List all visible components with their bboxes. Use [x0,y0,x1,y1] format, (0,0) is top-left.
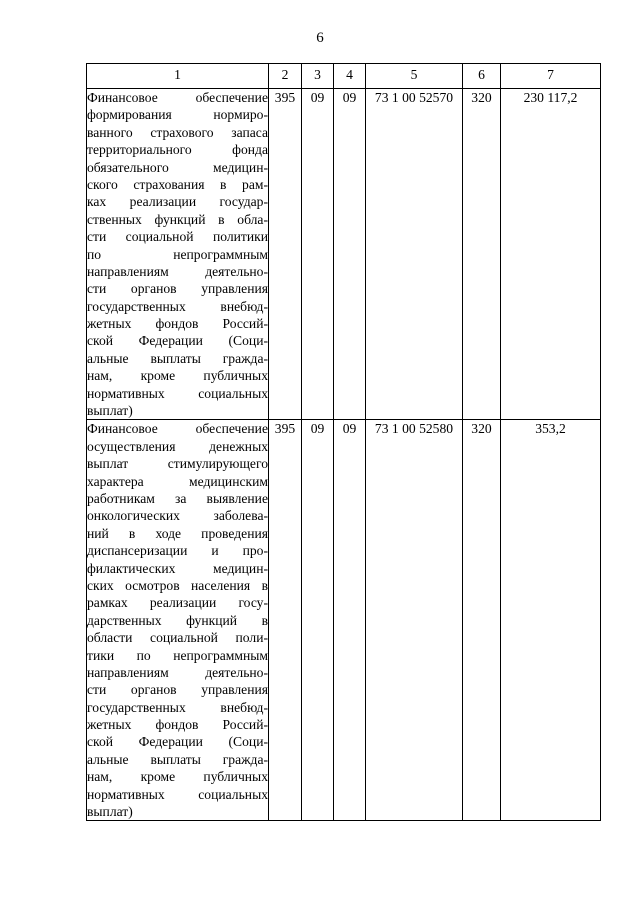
description-line: ванного страхового запаса [87,124,268,140]
description-line: ственных функций в обла- [87,211,268,227]
header-col-2: 2 [269,64,302,89]
description-line: жетных фондов Россий- [87,316,268,332]
table-row [87,89,601,420]
description-line: нам, кроме публичных [87,368,268,384]
description-line: нормативных социальных [87,786,268,802]
cell-col-2: 395 [269,420,302,821]
description-line: государственных внебюд- [87,699,268,715]
row-description [87,89,269,420]
description-line: альные выплаты гражда- [87,751,268,767]
header-col-1: 1 [87,64,269,89]
header-col-4: 4 [334,64,366,89]
description-line: формирования нормиро- [87,107,268,123]
description-line: тики по непрограммным [87,647,268,663]
cell-col-5: 73 1 00 52570 [366,89,463,420]
description-line: государственных внебюд- [87,298,268,314]
description-line: альные выплаты гражда- [87,350,268,366]
cell-col-3: 09 [302,89,334,420]
description-line: выплат) [87,403,133,419]
header-col-5: 5 [366,64,463,89]
description-line: по непрограммным [87,246,268,262]
description-line: ках реализации государ- [87,194,268,210]
description-line: характера медицинским [87,473,268,489]
cell-col-7: 230 117,2 [501,89,601,420]
description-line: выплат) [87,804,133,820]
cell-col-5: 73 1 00 52580 [366,420,463,821]
cell-col-4: 09 [334,89,366,420]
budget-table [86,63,601,821]
description-line: сти органов управления [87,682,268,698]
cell-col-6: 320 [463,420,501,821]
description-line: обязательного медицин- [87,159,268,175]
description-line: ний в ходе проведения [87,525,268,541]
description-line: области социальной поли- [87,630,268,646]
description-line: рамках реализации госу- [87,595,268,611]
description-line: сти социальной политики [87,229,268,245]
description-line: ской Федерации (Соци- [87,734,268,750]
cell-col-2: 395 [269,89,302,420]
description-line: выплат стимулирующего [87,456,268,472]
description-line: осуществления денежных [87,438,268,454]
header-col-6: 6 [463,64,501,89]
cell-col-3: 09 [302,420,334,821]
description-line: ской Федерации (Соци- [87,333,268,349]
description-line: территориального фонда [87,142,268,158]
row-description [87,420,269,821]
description-line: сти органов управления [87,281,268,297]
cell-col-6: 320 [463,89,501,420]
description-line: филактических медицин- [87,560,268,576]
description-line: направлениям деятельно- [87,664,268,680]
description-line: ского страхования в рам- [87,176,268,192]
description-line: направлениям деятельно- [87,263,268,279]
page-number: 6 [316,30,324,46]
cell-col-4: 09 [334,420,366,821]
description-line: дарственных функций в [87,612,268,628]
header-col-7: 7 [501,64,601,89]
description-line: ских осмотров населения в [87,577,268,593]
description-line: нам, кроме публичных [87,769,268,785]
cell-col-7: 353,2 [501,420,601,821]
description-line: нормативных социальных [87,385,268,401]
description-line: диспансеризации и про- [87,543,268,559]
header-col-3: 3 [302,64,334,89]
description-line: Финансовое обеспечение [87,421,268,437]
table-row [87,420,601,821]
description-line: онкологических заболева- [87,508,268,524]
description-line: работникам за выявление [87,490,268,506]
description-line: Финансовое обеспечение [87,90,268,105]
description-line: жетных фондов Россий- [87,717,268,733]
header-row [87,64,601,89]
